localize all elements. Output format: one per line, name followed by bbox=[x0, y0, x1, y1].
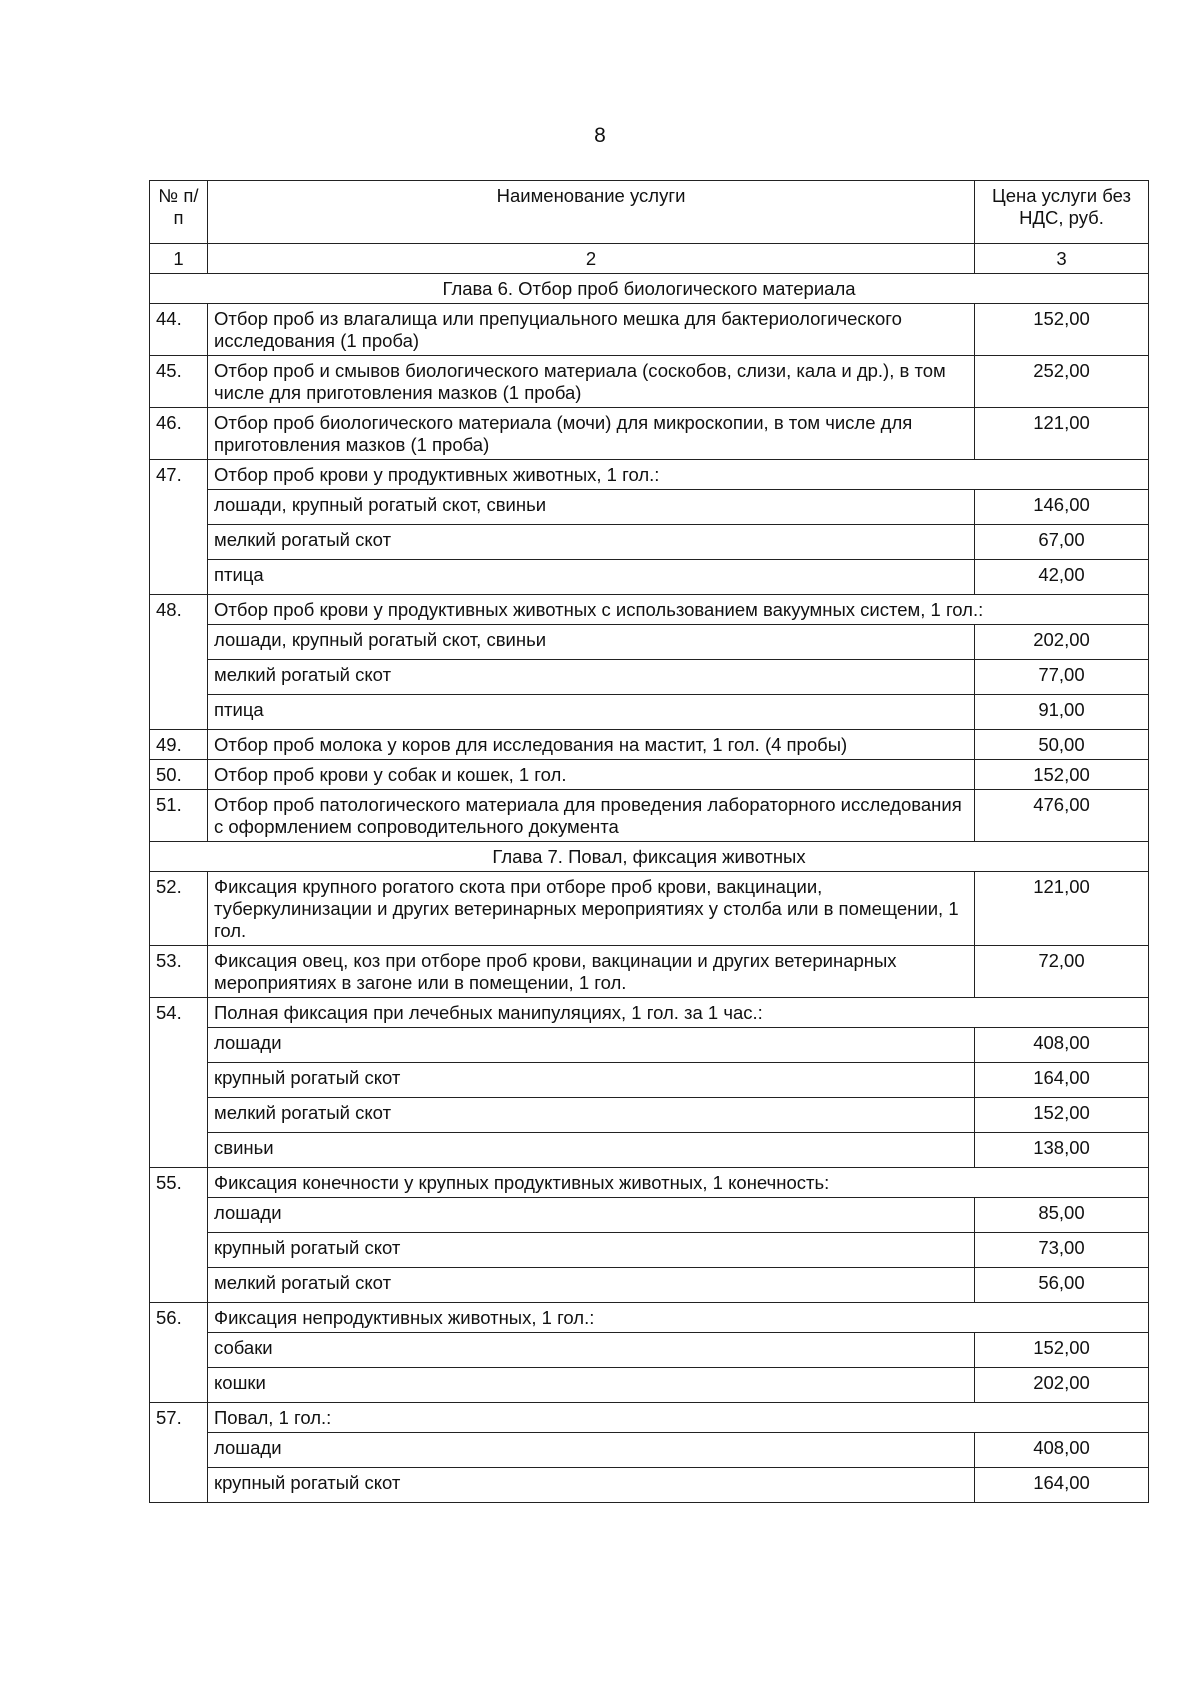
service-price: 152,00 bbox=[975, 1333, 1149, 1368]
table-subrow bbox=[150, 525, 1149, 560]
service-name: мелкий рогатый скот bbox=[208, 660, 975, 695]
service-name: кошки bbox=[208, 1368, 975, 1403]
chapter-row bbox=[150, 274, 1149, 304]
table-subrow bbox=[150, 490, 1149, 525]
service-price: 146,00 bbox=[975, 490, 1149, 525]
row-number: 50. bbox=[150, 760, 208, 790]
service-group-name: Фиксация конечности у крупных продуктивных животных, 1 конечность: bbox=[208, 1168, 1149, 1198]
service-name: Фиксация крупного рогатого скота при отборе проб крови, вакцинации, туберкулинизации и других ветеринарных мероприятиях у столба или в помещении, 1 гол. bbox=[208, 872, 975, 946]
table-row bbox=[150, 998, 1149, 1028]
service-price: 73,00 bbox=[975, 1233, 1149, 1268]
service-price: 252,00 bbox=[975, 356, 1149, 408]
row-number: 57. bbox=[150, 1403, 208, 1503]
service-name: Отбор проб из влагалища или препуциального мешка для бактериологического исследования (1 проба) bbox=[208, 304, 975, 356]
table-subrow bbox=[150, 1133, 1149, 1168]
service-name: собаки bbox=[208, 1333, 975, 1368]
table-subrow bbox=[150, 1063, 1149, 1098]
service-price: 408,00 bbox=[975, 1433, 1149, 1468]
service-name: мелкий рогатый скот bbox=[208, 1098, 975, 1133]
service-price: 85,00 bbox=[975, 1198, 1149, 1233]
service-price: 152,00 bbox=[975, 1098, 1149, 1133]
service-price: 67,00 bbox=[975, 525, 1149, 560]
row-number: 55. bbox=[150, 1168, 208, 1303]
service-name: лошади bbox=[208, 1028, 975, 1063]
service-group-name: Фиксация непродуктивных животных, 1 гол.: bbox=[208, 1303, 1149, 1333]
row-number: 56. bbox=[150, 1303, 208, 1403]
service-price: 138,00 bbox=[975, 1133, 1149, 1168]
table-row bbox=[150, 356, 1149, 408]
service-price: 476,00 bbox=[975, 790, 1149, 842]
row-number: 54. bbox=[150, 998, 208, 1168]
row-number: 44. bbox=[150, 304, 208, 356]
service-name: Фиксация овец, коз при отборе проб крови, вакцинации и других ветеринарных мероприятиях в загоне или в помещении, 1 гол. bbox=[208, 946, 975, 998]
row-number: 53. bbox=[150, 946, 208, 998]
column-number: 3 bbox=[975, 244, 1149, 274]
chapter-title: Глава 7. Повал, фиксация животных bbox=[150, 842, 1149, 872]
column-number: 2 bbox=[208, 244, 975, 274]
service-price: 77,00 bbox=[975, 660, 1149, 695]
row-number: 51. bbox=[150, 790, 208, 842]
service-name: крупный рогатый скот bbox=[208, 1063, 975, 1098]
service-price: 121,00 bbox=[975, 872, 1149, 946]
service-group-name: Повал, 1 гол.: bbox=[208, 1403, 1149, 1433]
table-header-row bbox=[150, 181, 1149, 244]
table-row bbox=[150, 304, 1149, 356]
table-subrow bbox=[150, 1098, 1149, 1133]
table-subrow bbox=[150, 1333, 1149, 1368]
service-price: 408,00 bbox=[975, 1028, 1149, 1063]
service-name: лошади bbox=[208, 1198, 975, 1233]
table-row bbox=[150, 1403, 1149, 1433]
row-number: 49. bbox=[150, 730, 208, 760]
service-name: птица bbox=[208, 695, 975, 730]
table-subrow bbox=[150, 1028, 1149, 1063]
column-number-row bbox=[150, 244, 1149, 274]
page-number: 8 bbox=[594, 124, 606, 147]
row-number: 47. bbox=[150, 460, 208, 595]
service-name: Отбор проб патологического материала для проведения лабораторного исследования с оформлением сопроводительного документа bbox=[208, 790, 975, 842]
service-price: 164,00 bbox=[975, 1468, 1149, 1503]
table-row bbox=[150, 760, 1149, 790]
table-row bbox=[150, 595, 1149, 625]
service-name: лошади, крупный рогатый скот, свиньи bbox=[208, 625, 975, 660]
service-name: Отбор проб биологического материала (мочи) для микроскопии, в том числе для приготовления мазков (1 проба) bbox=[208, 408, 975, 460]
row-number: 52. bbox=[150, 872, 208, 946]
table-subrow bbox=[150, 1468, 1149, 1503]
table-row bbox=[150, 730, 1149, 760]
table-row bbox=[150, 408, 1149, 460]
table-row bbox=[150, 460, 1149, 490]
service-name: птица bbox=[208, 560, 975, 595]
service-price: 164,00 bbox=[975, 1063, 1149, 1098]
service-price: 152,00 bbox=[975, 304, 1149, 356]
table-subrow bbox=[150, 1368, 1149, 1403]
table-subrow bbox=[150, 625, 1149, 660]
header-price: Цена услуги без НДС, руб. bbox=[975, 181, 1149, 244]
row-number: 46. bbox=[150, 408, 208, 460]
service-name: крупный рогатый скот bbox=[208, 1233, 975, 1268]
column-number: 1 bbox=[150, 244, 208, 274]
row-number: 45. bbox=[150, 356, 208, 408]
table-subrow bbox=[150, 1233, 1149, 1268]
table-row bbox=[150, 872, 1149, 946]
service-name: мелкий рогатый скот bbox=[208, 525, 975, 560]
row-number: 48. bbox=[150, 595, 208, 730]
service-price: 72,00 bbox=[975, 946, 1149, 998]
service-price: 121,00 bbox=[975, 408, 1149, 460]
table-row bbox=[150, 790, 1149, 842]
service-price: 152,00 bbox=[975, 760, 1149, 790]
service-name: Отбор проб и смывов биологического материала (соскобов, слизи, кала и др.), в том числе для приготовления мазков (1 проба) bbox=[208, 356, 975, 408]
table-row bbox=[150, 1303, 1149, 1333]
service-name: мелкий рогатый скот bbox=[208, 1268, 975, 1303]
table-subrow bbox=[150, 660, 1149, 695]
service-name: Отбор проб крови у собак и кошек, 1 гол. bbox=[208, 760, 975, 790]
service-price: 42,00 bbox=[975, 560, 1149, 595]
table-subrow bbox=[150, 695, 1149, 730]
chapter-title: Глава 6. Отбор проб биологического материала bbox=[150, 274, 1149, 304]
price-table bbox=[149, 180, 1149, 1503]
service-group-name: Отбор проб крови у продуктивных животных, 1 гол.: bbox=[208, 460, 1149, 490]
chapter-row bbox=[150, 842, 1149, 872]
service-name: свиньи bbox=[208, 1133, 975, 1168]
service-name: крупный рогатый скот bbox=[208, 1468, 975, 1503]
table-subrow bbox=[150, 1433, 1149, 1468]
header-number: № п/п bbox=[150, 181, 208, 244]
table-subrow bbox=[150, 560, 1149, 595]
service-price: 50,00 bbox=[975, 730, 1149, 760]
table-subrow bbox=[150, 1198, 1149, 1233]
service-price: 56,00 bbox=[975, 1268, 1149, 1303]
service-name: лошади bbox=[208, 1433, 975, 1468]
service-name: Отбор проб молока у коров для исследования на мастит, 1 гол. (4 пробы) bbox=[208, 730, 975, 760]
service-price: 91,00 bbox=[975, 695, 1149, 730]
service-group-name: Полная фиксация при лечебных манипуляциях, 1 гол. за 1 час.: bbox=[208, 998, 1149, 1028]
service-price: 202,00 bbox=[975, 625, 1149, 660]
table-subrow bbox=[150, 1268, 1149, 1303]
table-row bbox=[150, 946, 1149, 998]
header-name: Наименование услуги bbox=[208, 181, 975, 244]
service-group-name: Отбор проб крови у продуктивных животных с использованием вакуумных систем, 1 гол.: bbox=[208, 595, 1149, 625]
service-price: 202,00 bbox=[975, 1368, 1149, 1403]
service-name: лошади, крупный рогатый скот, свиньи bbox=[208, 490, 975, 525]
table-row bbox=[150, 1168, 1149, 1198]
